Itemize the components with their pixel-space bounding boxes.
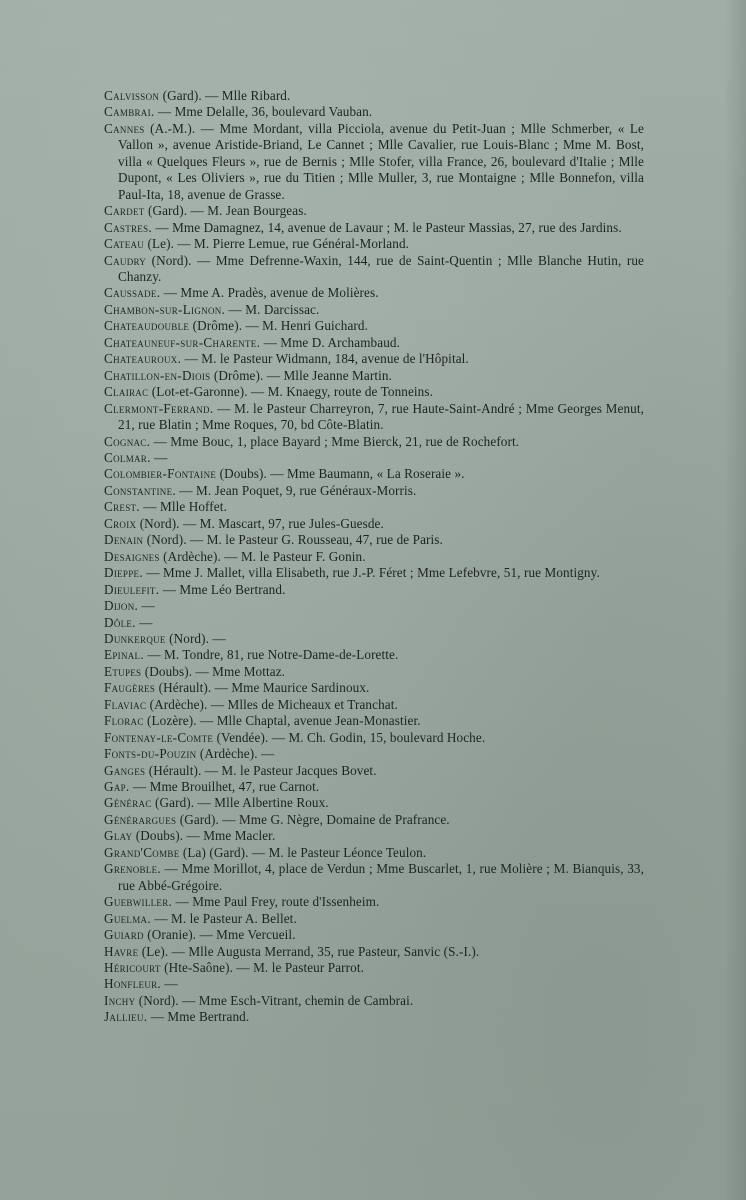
- town-name: Cardet: [104, 203, 145, 219]
- entry-details: (Gard). — M. Jean Bourgeas.: [144, 203, 307, 219]
- directory-entry: [104, 318, 644, 334]
- directory-entry: [104, 203, 644, 219]
- entry-details: — M. Tondre, 81, rue Notre-Dame-de-Lorette.: [143, 647, 399, 663]
- town-name: Dieulefit.: [104, 581, 160, 597]
- town-name: Dôle.: [104, 614, 136, 630]
- entry-details: (Nord). — M. le Pasteur G. Rousseau, 47, rue de Paris.: [143, 532, 443, 548]
- town-name: Guelma.: [104, 910, 151, 926]
- town-name: Chateauneuf-sur-Charente.: [104, 334, 261, 350]
- town-name: Faugères: [104, 680, 156, 696]
- entry-details: (Doubs). — Mme Mottaz.: [141, 663, 286, 679]
- directory-entry: [104, 532, 644, 548]
- entry-details: — Mme Morillot, 4, place de Verdun ; Mme Buscarlet, 1, rue Molière ; M. Bianquis, 33, rue Abbé-Grégoire.: [118, 861, 644, 893]
- town-name: Inchy: [104, 992, 136, 1008]
- directory-entry: [104, 779, 644, 795]
- town-name: Dunkerque: [104, 630, 166, 646]
- directory-entry: [104, 285, 644, 301]
- entry-details: (Lot-et-Garonne). — M. Knaegy, route de Tonneins.: [148, 384, 434, 400]
- directory-entry: [104, 927, 644, 943]
- town-name: Flaviac: [104, 696, 147, 712]
- town-name: Constantine.: [104, 482, 176, 498]
- town-name: Cognac.: [104, 433, 151, 449]
- directory-entry: [104, 664, 644, 680]
- town-name: Grenoble.: [104, 861, 162, 877]
- entry-details: —: [135, 614, 153, 630]
- entry-details: (Hérault). — M. le Pasteur Jacques Bovet.: [145, 762, 377, 778]
- town-name: Honfleur.: [104, 976, 162, 992]
- directory-entry: [104, 746, 644, 762]
- town-name: Denain: [104, 532, 144, 548]
- directory-entry: [104, 960, 644, 976]
- entry-details: — M. Jean Poquet, 9, rue Généraux-Morris.: [175, 482, 417, 498]
- entry-details: — Mme Paul Frey, route d'Issenheim.: [172, 894, 380, 910]
- entry-details: (Nord). — Mme Esch-Vitrant, chemin de Cambrai.: [135, 992, 414, 1008]
- town-name: Guebwiller.: [104, 894, 173, 910]
- entry-details: — Mme Léo Bertrand.: [159, 581, 286, 597]
- directory-entry: [104, 631, 644, 647]
- directory-entry: [104, 384, 644, 400]
- entry-details: (Nord). — Mme Defrenne-Waxin, 144, rue de Saint-Quentin ; Mlle Blanche Hutin, rue Chanzy.: [118, 252, 644, 284]
- entry-details: — Mme Brouilhet, 47, rue Carnot.: [129, 779, 320, 795]
- directory-entry: [104, 615, 644, 631]
- town-name: Castres.: [104, 219, 153, 235]
- town-name: Dijon.: [104, 598, 139, 614]
- town-name: Chatillon-en-Diois: [104, 367, 211, 383]
- directory-entry: [104, 1009, 644, 1025]
- directory-entry: [104, 104, 644, 120]
- entry-details: (Nord). —: [165, 630, 226, 646]
- entry-details: — Mlle Hoffet.: [139, 499, 227, 515]
- directory-entry: [104, 976, 644, 992]
- town-name: Grand'Combe: [104, 844, 180, 860]
- directory-entry: [104, 713, 644, 729]
- town-name: Croix: [104, 515, 137, 531]
- town-name: Fonts-du-Pouzin: [104, 746, 197, 762]
- directory-entry: [104, 450, 644, 466]
- directory-entry: [104, 845, 644, 861]
- directory-entry: [104, 828, 644, 844]
- town-name: Calvisson: [104, 88, 160, 103]
- town-name: Colombier-Fontaine: [104, 466, 217, 482]
- entry-details: — Mme D. Archambaud.: [260, 334, 400, 350]
- entry-details: — Mme Damagnez, 14, avenue de Lavaur ; M. le Pasteur Massias, 27, rue des Jardins.: [152, 219, 622, 235]
- directory-entry: [104, 88, 644, 104]
- town-name: Chateaudouble: [104, 318, 190, 334]
- directory-entry: [104, 466, 644, 482]
- entry-details: (Ardèche). — Mlles de Micheaux et Tranchat.: [146, 696, 398, 712]
- town-name: Générargues: [104, 811, 177, 827]
- entry-details: (Hte-Saône). — M. le Pasteur Parrot.: [160, 960, 364, 976]
- town-name: Clairac: [104, 384, 149, 400]
- entry-details: — Mme Bouc, 1, place Bayard ; Mme Bierck, 21, rue de Rochefort.: [150, 433, 520, 449]
- entry-details: (Doubs). — Mme Macler.: [132, 828, 276, 844]
- directory-entry: [104, 220, 644, 236]
- directory-entry: [104, 121, 644, 203]
- directory-entry: [104, 434, 644, 450]
- directory-entry: [104, 993, 644, 1009]
- town-name: Guiard: [104, 927, 144, 943]
- entry-details: (Oranie). — Mme Vercueil.: [143, 927, 296, 943]
- town-name: Dieppe.: [104, 565, 143, 581]
- town-name: Chateauroux.: [104, 351, 182, 367]
- entry-details: (Hérault). — Mme Maurice Sardinoux.: [155, 680, 370, 696]
- town-name: Cambrai.: [104, 104, 155, 120]
- town-name: Etupes: [104, 663, 142, 679]
- directory-entry: [104, 253, 644, 286]
- town-name: Caudry: [104, 252, 147, 268]
- entry-details: (Le). — M. Pierre Lemue, rue Général-Morland.: [144, 236, 410, 252]
- town-name: Générac: [104, 795, 152, 811]
- directory-entry: [104, 582, 644, 598]
- directory-entry: [104, 351, 644, 367]
- entry-details: (Nord). — M. Mascart, 97, rue Jules-Guesde.: [136, 515, 384, 531]
- entry-details: (Le). — Mlle Augusta Merrand, 35, rue Pasteur, Sanvic (S.-I.).: [138, 943, 480, 959]
- entry-details: — Mme Delalle, 36, boulevard Vauban.: [154, 104, 373, 120]
- town-name: Chambon-sur-Lignon.: [104, 301, 226, 317]
- entry-details: — M. le Pasteur A. Bellet.: [150, 910, 297, 926]
- directory-entry: [104, 697, 644, 713]
- directory-entry: [104, 680, 644, 696]
- entry-details: — M. Darcissac.: [225, 301, 320, 317]
- entry-details: — Mme Bertrand.: [147, 1009, 250, 1025]
- entry-details: — Mme J. Mallet, villa Elisabeth, rue J.-P. Féret ; Mme Lefebvre, 51, rue Montigny.: [142, 565, 600, 581]
- town-name: Caussade.: [104, 285, 161, 301]
- directory-entry: [104, 763, 644, 779]
- directory-entry: [104, 565, 644, 581]
- town-name: Clermont-Ferrand.: [104, 400, 214, 416]
- town-name: Desaignes: [104, 548, 160, 564]
- directory-entry: [104, 335, 644, 351]
- entry-details: — M. le Pasteur Charreyron, 7, rue Haute-Saint-André ; Mme Georges Menut, 21, rue Blatin ; Mme Roques, 70, bd Côte-Blatin.: [118, 400, 644, 433]
- directory-entry: [104, 861, 644, 894]
- town-name: Cateau: [104, 236, 145, 252]
- town-name: Cannes: [104, 120, 145, 136]
- directory-entry: [104, 368, 644, 384]
- directory-entry: [104, 401, 644, 434]
- entry-details: —: [150, 449, 168, 465]
- entry-details: (Gard). — Mme G. Nègre, Domaine de Prafrance.: [176, 811, 450, 827]
- entry-details: (La) (Gard). — M. le Pasteur Léonce Teulon.: [179, 844, 427, 860]
- entry-details: —: [138, 598, 155, 614]
- entry-details: (Drôme). — Mlle Jeanne Martin.: [210, 367, 392, 383]
- directory-entry: [104, 730, 644, 746]
- directory-entry: [104, 894, 644, 910]
- directory-entry: [104, 944, 644, 960]
- directory-entry: [104, 499, 644, 515]
- town-name: Crest.: [104, 499, 140, 515]
- town-name: Ganges: [104, 762, 146, 778]
- town-name: Fontenay-le-Comte: [104, 729, 214, 745]
- entry-details: — M. le Pasteur Widmann, 184, avenue de l'Hôpital.: [181, 351, 469, 367]
- entry-details: (Ardèche). — M. le Pasteur F. Gonin.: [159, 548, 366, 564]
- directory-entry: [104, 647, 644, 663]
- town-name: Glay: [104, 828, 133, 844]
- entry-details: (Vendée). — M. Ch. Godin, 15, boulevard Hoche.: [213, 729, 486, 745]
- entry-details: (Doubs). — Mme Baumann, « La Roseraie ».: [216, 466, 465, 482]
- directory-entry: [104, 483, 644, 499]
- town-name: Florac: [104, 713, 144, 729]
- entry-details: (Gard). — Mlle Albertine Roux.: [151, 795, 329, 811]
- entry-details: (Ardèche). —: [196, 746, 275, 762]
- directory-entry: [104, 236, 644, 252]
- directory-entry: [104, 549, 644, 565]
- directory-entry: [104, 598, 644, 614]
- town-name: Héricourt: [104, 960, 161, 976]
- directory-entry: [104, 812, 644, 828]
- town-name: Havre: [104, 943, 139, 959]
- town-name: Epinal.: [104, 647, 144, 663]
- directory-entry: [104, 911, 644, 927]
- directory-entry: [104, 516, 644, 532]
- town-name: Gap.: [104, 779, 130, 795]
- entry-details: —: [161, 976, 178, 992]
- entry-details: (A.-M.). — Mme Mordant, villa Picciola, avenue du Petit-Juan ; Mlle Schmerber, « Le Vallon », avenue Aristide-Briand, Le Cannet ; Mlle Cavalier, rue Louis-Blanc ; Mme M. Bost, villa « Quelques Fleurs », rue de Bernis ; Mlle Stofer, villa France, 26, boulevard d'Italie ; Mlle Dupont, « Les Oliviers », rue du Titien ; Mlle Muller, 3, rue Montaigne ; Mlle Bonnefon, villa Paul-Ita, 18, avenue de Grasse.: [118, 120, 644, 202]
- directory-entry: [104, 795, 644, 811]
- entry-details: (Lozère). — Mlle Chaptal, avenue Jean-Monastier.: [143, 713, 421, 729]
- entry-details: (Drôme). — M. Henri Guichard.: [189, 318, 368, 334]
- town-name: Colmar.: [104, 449, 151, 465]
- directory-entry: [104, 302, 644, 318]
- entry-details: (Gard). — Mlle Ribard.: [159, 88, 291, 103]
- town-name: Jallieu.: [104, 1009, 148, 1025]
- entry-details: — Mme A. Pradès, avenue de Molières.: [160, 285, 379, 301]
- directory-list: [104, 88, 644, 1026]
